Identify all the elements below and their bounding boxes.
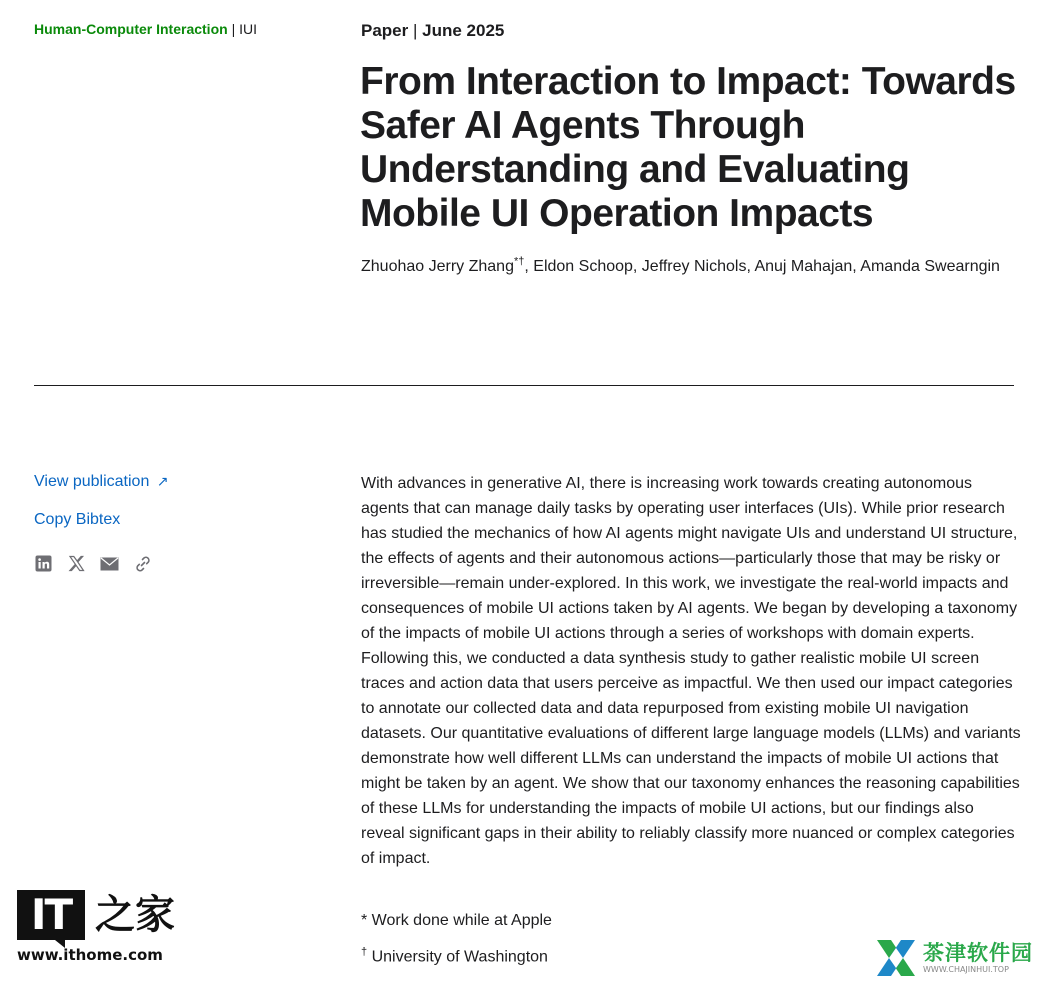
kicker-separator: |: [412, 21, 418, 40]
ithome-logo: [17, 890, 175, 940]
copy-bibtex-link[interactable]: Copy Bibtex: [34, 511, 121, 528]
authors-rest: , Eldon Schoop, Jeffrey Nichols, Anuj Mahajan, Amanda Swearngin: [524, 258, 1000, 275]
ithome-url: www.ithome.com: [17, 946, 163, 964]
author-first: Zhuohao Jerry Zhang: [361, 258, 514, 275]
linkedin-icon[interactable]: [34, 554, 53, 573]
view-publication-label: View publication: [34, 473, 150, 490]
share-icons: [34, 554, 152, 573]
ithome-logo-it: IT: [17, 890, 85, 940]
paper-kicker: [361, 21, 504, 41]
abstract: With advances in generative AI, there is increasing work towards creating autonomous agents that can manage daily tasks by operating user interfaces (UIs). While prior research has studied the mechanics of how AI agents might navigate UIs and understand UI structure, the effects of agents and their autonomous actions—particularly those that may be risky or irreversible—remain under-explored. In this work, we investigate the real-world impacts and consequences of mobile UI actions taken by AI agents. We began by developing a taxonomy of the impacts of mobile UI actions through a series of workshops with domain experts. Following this, we conducted a data synthesis study to gather realistic mobile UI screen traces and action data that users perceive as impactful. We then used our impact categories to annotate our collected data and data repurposed from existing mobile UI navigation datasets. Our quantitative evaluations of different large language models (LLMs) and variants demonstrate how well different LLMs can understand the impacts of mobile UI actions that might be taken by an agent. We show that our taxonomy enhances the reasoning capabilities of these LLMs for understanding the impacts of mobile UI actions, but our findings also reveal significant gaps in their ability to reliably classify more nuanced or complex categories of impact.: [361, 475, 1021, 867]
footnote-mark: *: [361, 912, 368, 929]
chajinhui-url: WWW.CHAJINHUI.TOP: [923, 965, 1009, 974]
email-icon[interactable]: [100, 554, 119, 573]
author-affiliation-marks: *†: [513, 255, 525, 268]
authors: [361, 254, 1001, 279]
footnote-text: University of Washington: [367, 948, 548, 966]
section-divider: [34, 385, 1014, 386]
footnote-text: Work done while at Apple: [367, 912, 552, 929]
chajinhui-logo-icon: [873, 936, 919, 980]
topic-venue: IUI: [239, 21, 257, 37]
external-arrow-icon: ↗: [156, 473, 169, 489]
footnote-mark: †: [361, 946, 368, 958]
view-publication-link[interactable]: [34, 473, 169, 491]
paper-date: June 2025: [422, 21, 505, 40]
page-title: From Interaction to Impact: Towards Safer AI Agents Through Understanding and Evaluating Mobile UI Operation Impacts: [360, 60, 1016, 235]
topic-area-link[interactable]: Human-Computer Interaction: [34, 21, 228, 37]
footnote-uw: [361, 941, 548, 968]
ithome-watermark: [17, 890, 175, 964]
chajinhui-watermark: [873, 936, 1033, 980]
topic-breadcrumb: [34, 21, 257, 37]
x-icon[interactable]: [67, 554, 86, 573]
footnote-apple: [361, 910, 552, 932]
ithome-logo-cn: 之家: [95, 891, 175, 938]
topic-separator: |: [231, 21, 236, 37]
link-icon[interactable]: [133, 554, 152, 573]
chajinhui-name: 茶津软件园: [923, 941, 1033, 965]
paper-type: Paper: [361, 21, 409, 40]
